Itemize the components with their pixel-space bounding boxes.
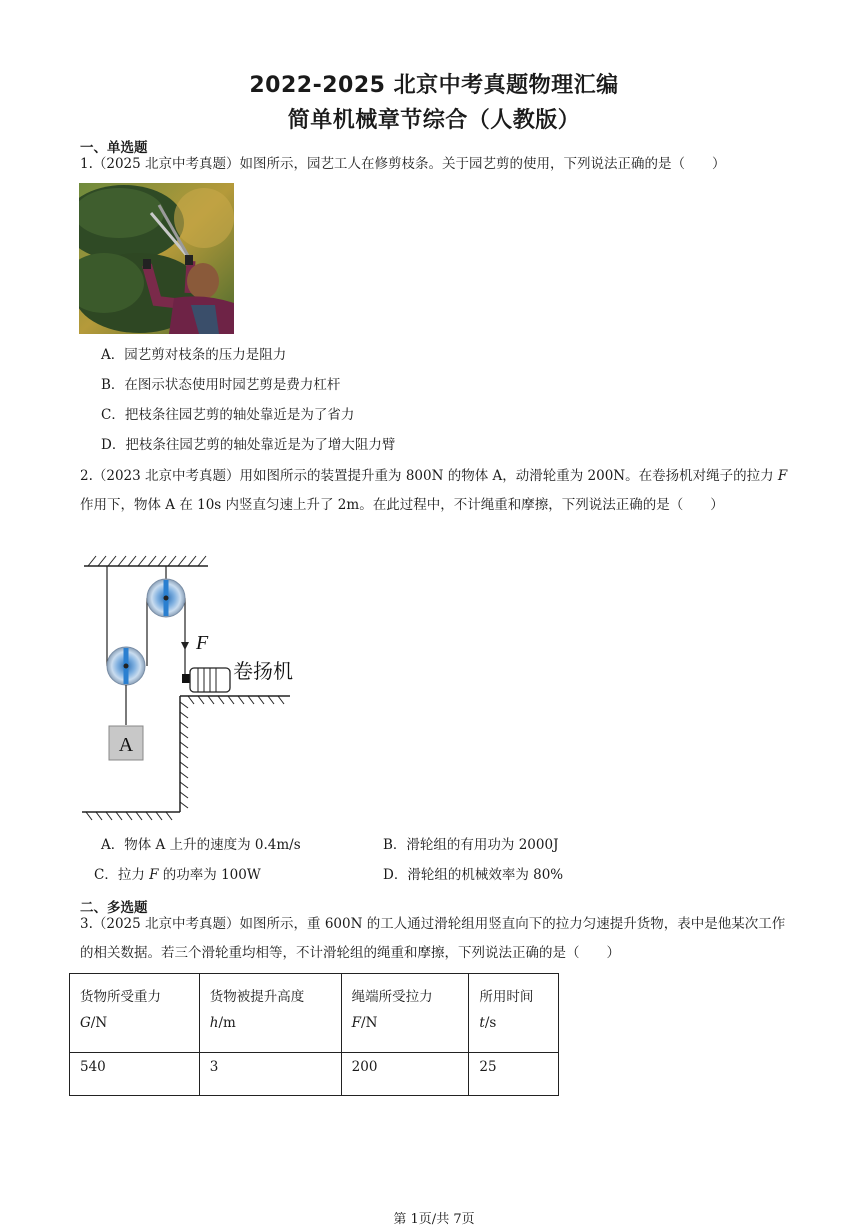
section-heading-single-choice: 一、单选题: [80, 140, 148, 156]
winch-label: 卷扬机: [233, 659, 293, 683]
block-a-label: A: [118, 734, 134, 756]
table-header-cell: 货物被提升高度 h/m: [199, 974, 341, 1053]
table-cell: 540: [70, 1053, 200, 1096]
document-title: 2022-2025 北京中考真题物理汇编: [249, 73, 619, 98]
table-header-cell: 所用时间 t/s: [469, 974, 559, 1053]
question-2-option-b: B．滑轮组的有用功为 2000J: [383, 837, 559, 853]
table-header-cell: 绳端所受拉力 F/N: [341, 974, 469, 1053]
page-number: 第 1页/共 7页: [393, 1212, 475, 1227]
question-1-option-b: B．在图示状态使用时园艺剪是费力杠杆: [101, 377, 341, 393]
question-2-option-a: A．物体 A 上升的速度为 0.4m/s: [101, 837, 301, 853]
question-3-stem: 3.（2025 北京中考真题）如图所示，重 600N 的工人通过滑轮组用竖直向下的拉力匀速提升货物，表中是他某次工作的相关数据。若三个滑轮重均相等，不计滑轮组的绳重和摩擦，下列说法正确的是（ ）: [80, 916, 786, 961]
pulley-winch-diagram: [78, 550, 318, 822]
question-3-data-table: [69, 973, 559, 1096]
question-2-option-d: D．滑轮组的机械效率为 80%: [383, 867, 564, 883]
table-row: [70, 1053, 559, 1096]
question-1-option-a: A．园艺剪对枝条的压力是阻力: [101, 347, 287, 363]
table-header-row: [70, 974, 559, 1053]
table-cell: 25: [469, 1053, 559, 1096]
question-1-option-c: C．把枝条往园艺剪的轴处靠近是为了省力: [101, 407, 355, 423]
gardener-pruning-photo: [79, 183, 234, 334]
table-cell: 200: [341, 1053, 469, 1096]
force-f-label: F: [196, 632, 209, 654]
question-1-option-d: D．把枝条往园艺剪的轴处靠近是为了增大阻力臂: [101, 437, 396, 453]
section-heading-multi-choice: 二、多选题: [80, 900, 148, 916]
question-2-stem: 2.（2023 北京中考真题）用如图所示的装置提升重为 800N 的物体 A，动滑轮重为 200N。在卷扬机对绳子的拉力 F 作用下，物体 A 在 10s 内竖直匀速上升了 2m。在此过程中，不计绳重和摩擦，下列说法正确的是（ ）: [80, 468, 788, 513]
question-1-stem: 1.（2025 北京中考真题）如图所示，园艺工人在修剪枝条。关于园艺剪的使用，下列说法正确的是（ ）: [80, 156, 726, 172]
question-2-option-c: C．拉力 F 的功率为 100W: [94, 867, 261, 883]
table-header-cell: 货物所受重力 G/N: [70, 974, 200, 1053]
document-subtitle: 简单机械章节综合（人教版）: [287, 108, 581, 133]
table-cell: 3: [199, 1053, 341, 1096]
